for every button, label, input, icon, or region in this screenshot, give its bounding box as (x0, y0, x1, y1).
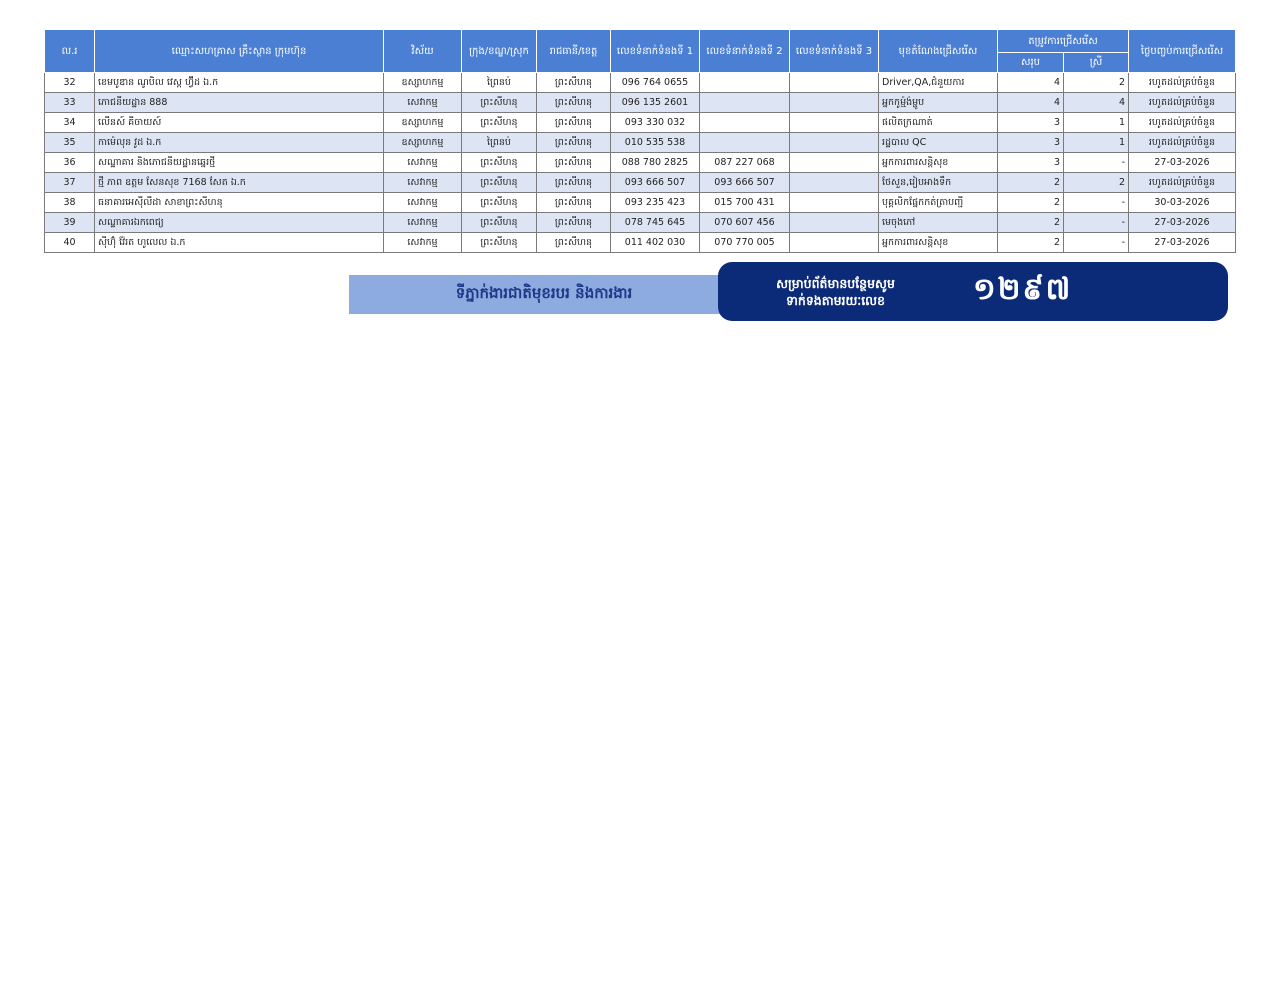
cell-no: 33 (45, 93, 95, 113)
cell-no: 37 (45, 173, 95, 193)
cell-province: ព្រះសីហនុ (537, 213, 611, 233)
cell-province: ព្រះសីហនុ (537, 173, 611, 193)
cell-company: ភោជនីយដ្ឋាន 888 (95, 93, 384, 113)
header-company: ឈ្មោះសហគ្រាស គ្រឹះស្ថាន ក្រុមហ៊ុន (95, 30, 384, 73)
cell-female: - (1064, 213, 1129, 233)
cell-district: ព្រៃនប់ (462, 133, 537, 153)
cell-total: 4 (998, 73, 1064, 93)
cell-province: ព្រះសីហនុ (537, 233, 611, 253)
cell-sector: ឧស្សាហកម្ម (384, 113, 462, 133)
cell-sector: សេវាកម្ម (384, 193, 462, 213)
table-row (45, 73, 1236, 93)
cell-female: 4 (1064, 93, 1129, 113)
header-phone3: លេខទំនាក់ទំនងទី 3 (790, 30, 879, 73)
cell-district: ព្រះសីហនុ (462, 233, 537, 253)
cell-sector: សេវាកម្ម (384, 153, 462, 173)
cell-phone1: 096 135 2601 (611, 93, 700, 113)
table-row (45, 193, 1236, 213)
cell-total: 3 (998, 133, 1064, 153)
cell-total: 3 (998, 113, 1064, 133)
cell-phone1: 078 745 645 (611, 213, 700, 233)
cell-company: កាម៉េលុន វូដ ឯ.ក (95, 133, 384, 153)
cell-no: 35 (45, 133, 95, 153)
cell-no: 39 (45, 213, 95, 233)
table-row (45, 213, 1236, 233)
table-row (45, 173, 1236, 193)
cell-phone1: 011 402 030 (611, 233, 700, 253)
cell-total: 2 (998, 213, 1064, 233)
cell-district: ព្រះសីហនុ (462, 173, 537, 193)
cell-province: ព្រះសីហនុ (537, 73, 611, 93)
cell-phone2: 093 666 507 (700, 173, 790, 193)
cell-deadline: រហូតដល់គ្រប់ចំនួន (1129, 113, 1236, 133)
cell-deadline: 27-03-2026 (1129, 233, 1236, 253)
cell-phone2: 070 770 005 (700, 233, 790, 253)
cell-phone3 (790, 133, 879, 153)
cell-sector: សេវាកម្ម (384, 213, 462, 233)
table-header (45, 30, 1236, 73)
cell-phone1: 093 666 507 (611, 173, 700, 193)
cell-female: 2 (1064, 173, 1129, 193)
cell-phone2: 070 607 456 (700, 213, 790, 233)
cell-position: មេចុងភៅ (879, 213, 998, 233)
cell-no: 38 (45, 193, 95, 213)
cell-female: - (1064, 193, 1129, 213)
cell-sector: សេវាកម្ម (384, 93, 462, 113)
cell-phone2: 015 700 431 (700, 193, 790, 213)
cell-total: 3 (998, 153, 1064, 173)
cell-deadline: 27-03-2026 (1129, 153, 1236, 173)
cell-phone2 (700, 113, 790, 133)
cell-position: អ្នកការពារសន្តិសុខ (879, 233, 998, 253)
cell-sector: ឧស្សាហកម្ម (384, 133, 462, 153)
hotline-info-line1: សម្រាប់ព័ត៌មានបន្ថែមសូម (776, 275, 895, 291)
cell-total: 2 (998, 233, 1064, 253)
cell-position: អ្នកកូម្ម៉ង់ម្ហូប (879, 93, 998, 113)
table-body (45, 73, 1236, 253)
cell-total: 2 (998, 173, 1064, 193)
cell-no: 34 (45, 113, 95, 133)
header-female: ស្រី (1064, 53, 1129, 73)
agency-name: ទីភ្នាក់ងារជាតិមុខរបរ និងការងារ (455, 283, 633, 302)
cell-deadline: រហូតដល់គ្រប់ចំនួន (1129, 133, 1236, 153)
cell-company: ធនាគារអេស៊ីលីដា សាខាព្រះសីហនុ (95, 193, 384, 213)
cell-total: 4 (998, 93, 1064, 113)
cell-position: ផលិតក្រណាត់ (879, 113, 998, 133)
cell-deadline: 30-03-2026 (1129, 193, 1236, 213)
cell-sector: សេវាកម្ម (384, 233, 462, 253)
cell-district: ព្រៃនប់ (462, 73, 537, 93)
cell-phone3 (790, 153, 879, 173)
agency-name-band (349, 275, 739, 314)
cell-company: សណ្ឋាគារឯកពេជ្យ (95, 213, 384, 233)
cell-province: ព្រះសីហនុ (537, 93, 611, 113)
cell-no: 40 (45, 233, 95, 253)
cell-deadline: រហូតដល់គ្រប់ចំនួន (1129, 173, 1236, 193)
hotline-band (718, 262, 1228, 321)
header-province: រាជធានី/ខេត្ត (537, 30, 611, 73)
header-deadline: ថ្ងៃបញ្ចប់ការជ្រើសរើស (1129, 30, 1236, 73)
hotline-number: ១២៩៧ (973, 271, 1073, 307)
cell-deadline: រហូតដល់គ្រប់ចំនួន (1129, 93, 1236, 113)
cell-position: រដ្ឋបាល QC (879, 133, 998, 153)
cell-position: ថែសួន,រៀបអាងទឹក (879, 173, 998, 193)
hotline-info (718, 275, 953, 309)
hotline-info-line2: ទាក់ទងតាមរយៈលេខ (785, 292, 886, 308)
cell-phone3 (790, 173, 879, 193)
cell-female: 1 (1064, 133, 1129, 153)
cell-district: ព្រះសីហនុ (462, 213, 537, 233)
cell-phone3 (790, 233, 879, 253)
cell-company: សណ្ឋាគារ និងភោជនីយដ្ឋានឆ្នេរថ្មី (95, 153, 384, 173)
cell-district: ព្រះសីហនុ (462, 153, 537, 173)
cell-deadline: 27-03-2026 (1129, 213, 1236, 233)
job-listing-table (44, 29, 1236, 253)
table-row (45, 93, 1236, 113)
job-listing-table-container (44, 29, 1235, 253)
cell-district: ព្រះសីហនុ (462, 193, 537, 213)
table-row (45, 153, 1236, 173)
cell-phone1: 096 764 0655 (611, 73, 700, 93)
header-phone1: លេខទំនាក់ទំនងទី 1 (611, 30, 700, 73)
cell-position: អ្នកការពារសន្តិសុខ (879, 153, 998, 173)
cell-no: 36 (45, 153, 95, 173)
cell-phone2 (700, 133, 790, 153)
table-row (45, 113, 1236, 133)
cell-company: លើនស៍ គីចាយស៍ (95, 113, 384, 133)
header-need-group: តម្រូវការជ្រើសរើស (998, 30, 1129, 53)
cell-female: - (1064, 153, 1129, 173)
cell-company: ថ្មី ភាព ឧត្តម សែនសុខ 7168 សែត ឯ.ក (95, 173, 384, 193)
cell-position: បុគ្គលិកផ្នែកកត់ត្រាបញ្ជី (879, 193, 998, 213)
cell-province: ព្រះសីហនុ (537, 133, 611, 153)
cell-female: - (1064, 233, 1129, 253)
cell-phone1: 088 780 2825 (611, 153, 700, 173)
cell-district: ព្រះសីហនុ (462, 113, 537, 133)
cell-phone3 (790, 193, 879, 213)
cell-phone2: 087 227 068 (700, 153, 790, 173)
cell-company: ខេមបូឌាន ណូបិល វេស្ត ហ៊្វីដ ឯ.ក (95, 73, 384, 93)
table-row (45, 133, 1236, 153)
cell-phone1: 093 330 032 (611, 113, 700, 133)
cell-total: 2 (998, 193, 1064, 213)
cell-phone2 (700, 73, 790, 93)
header-no: ល.រ (45, 30, 95, 73)
cell-phone1: 010 535 538 (611, 133, 700, 153)
header-total: សរុប (998, 53, 1064, 73)
cell-sector: សេវាកម្ម (384, 173, 462, 193)
table-row (45, 233, 1236, 253)
cell-phone3 (790, 93, 879, 113)
cell-province: ព្រះសីហនុ (537, 153, 611, 173)
cell-sector: ឧស្សាហកម្ម (384, 73, 462, 93)
cell-district: ព្រះសីហនុ (462, 93, 537, 113)
cell-province: ព្រះសីហនុ (537, 193, 611, 213)
header-district: ក្រុង/ខណ្ឌ/ស្រុក (462, 30, 537, 73)
cell-phone3 (790, 213, 879, 233)
cell-female: 1 (1064, 113, 1129, 133)
cell-position: Driver,QA,ជំនួយការ (879, 73, 998, 93)
cell-phone1: 093 235 423 (611, 193, 700, 213)
cell-company: ស៊ីហ៊ុំ វ៉ែរត ហូលេល ឯ.ក (95, 233, 384, 253)
header-sector: វិស័យ (384, 30, 462, 73)
cell-deadline: រហូតដល់គ្រប់ចំនួន (1129, 73, 1236, 93)
cell-province: ព្រះសីហនុ (537, 113, 611, 133)
cell-female: 2 (1064, 73, 1129, 93)
header-position: មុខតំណែងជ្រើសរើស (879, 30, 998, 73)
header-phone2: លេខទំនាក់ទំនងទី 2 (700, 30, 790, 73)
cell-phone3 (790, 113, 879, 133)
cell-phone2 (700, 93, 790, 113)
cell-no: 32 (45, 73, 95, 93)
cell-phone3 (790, 73, 879, 93)
